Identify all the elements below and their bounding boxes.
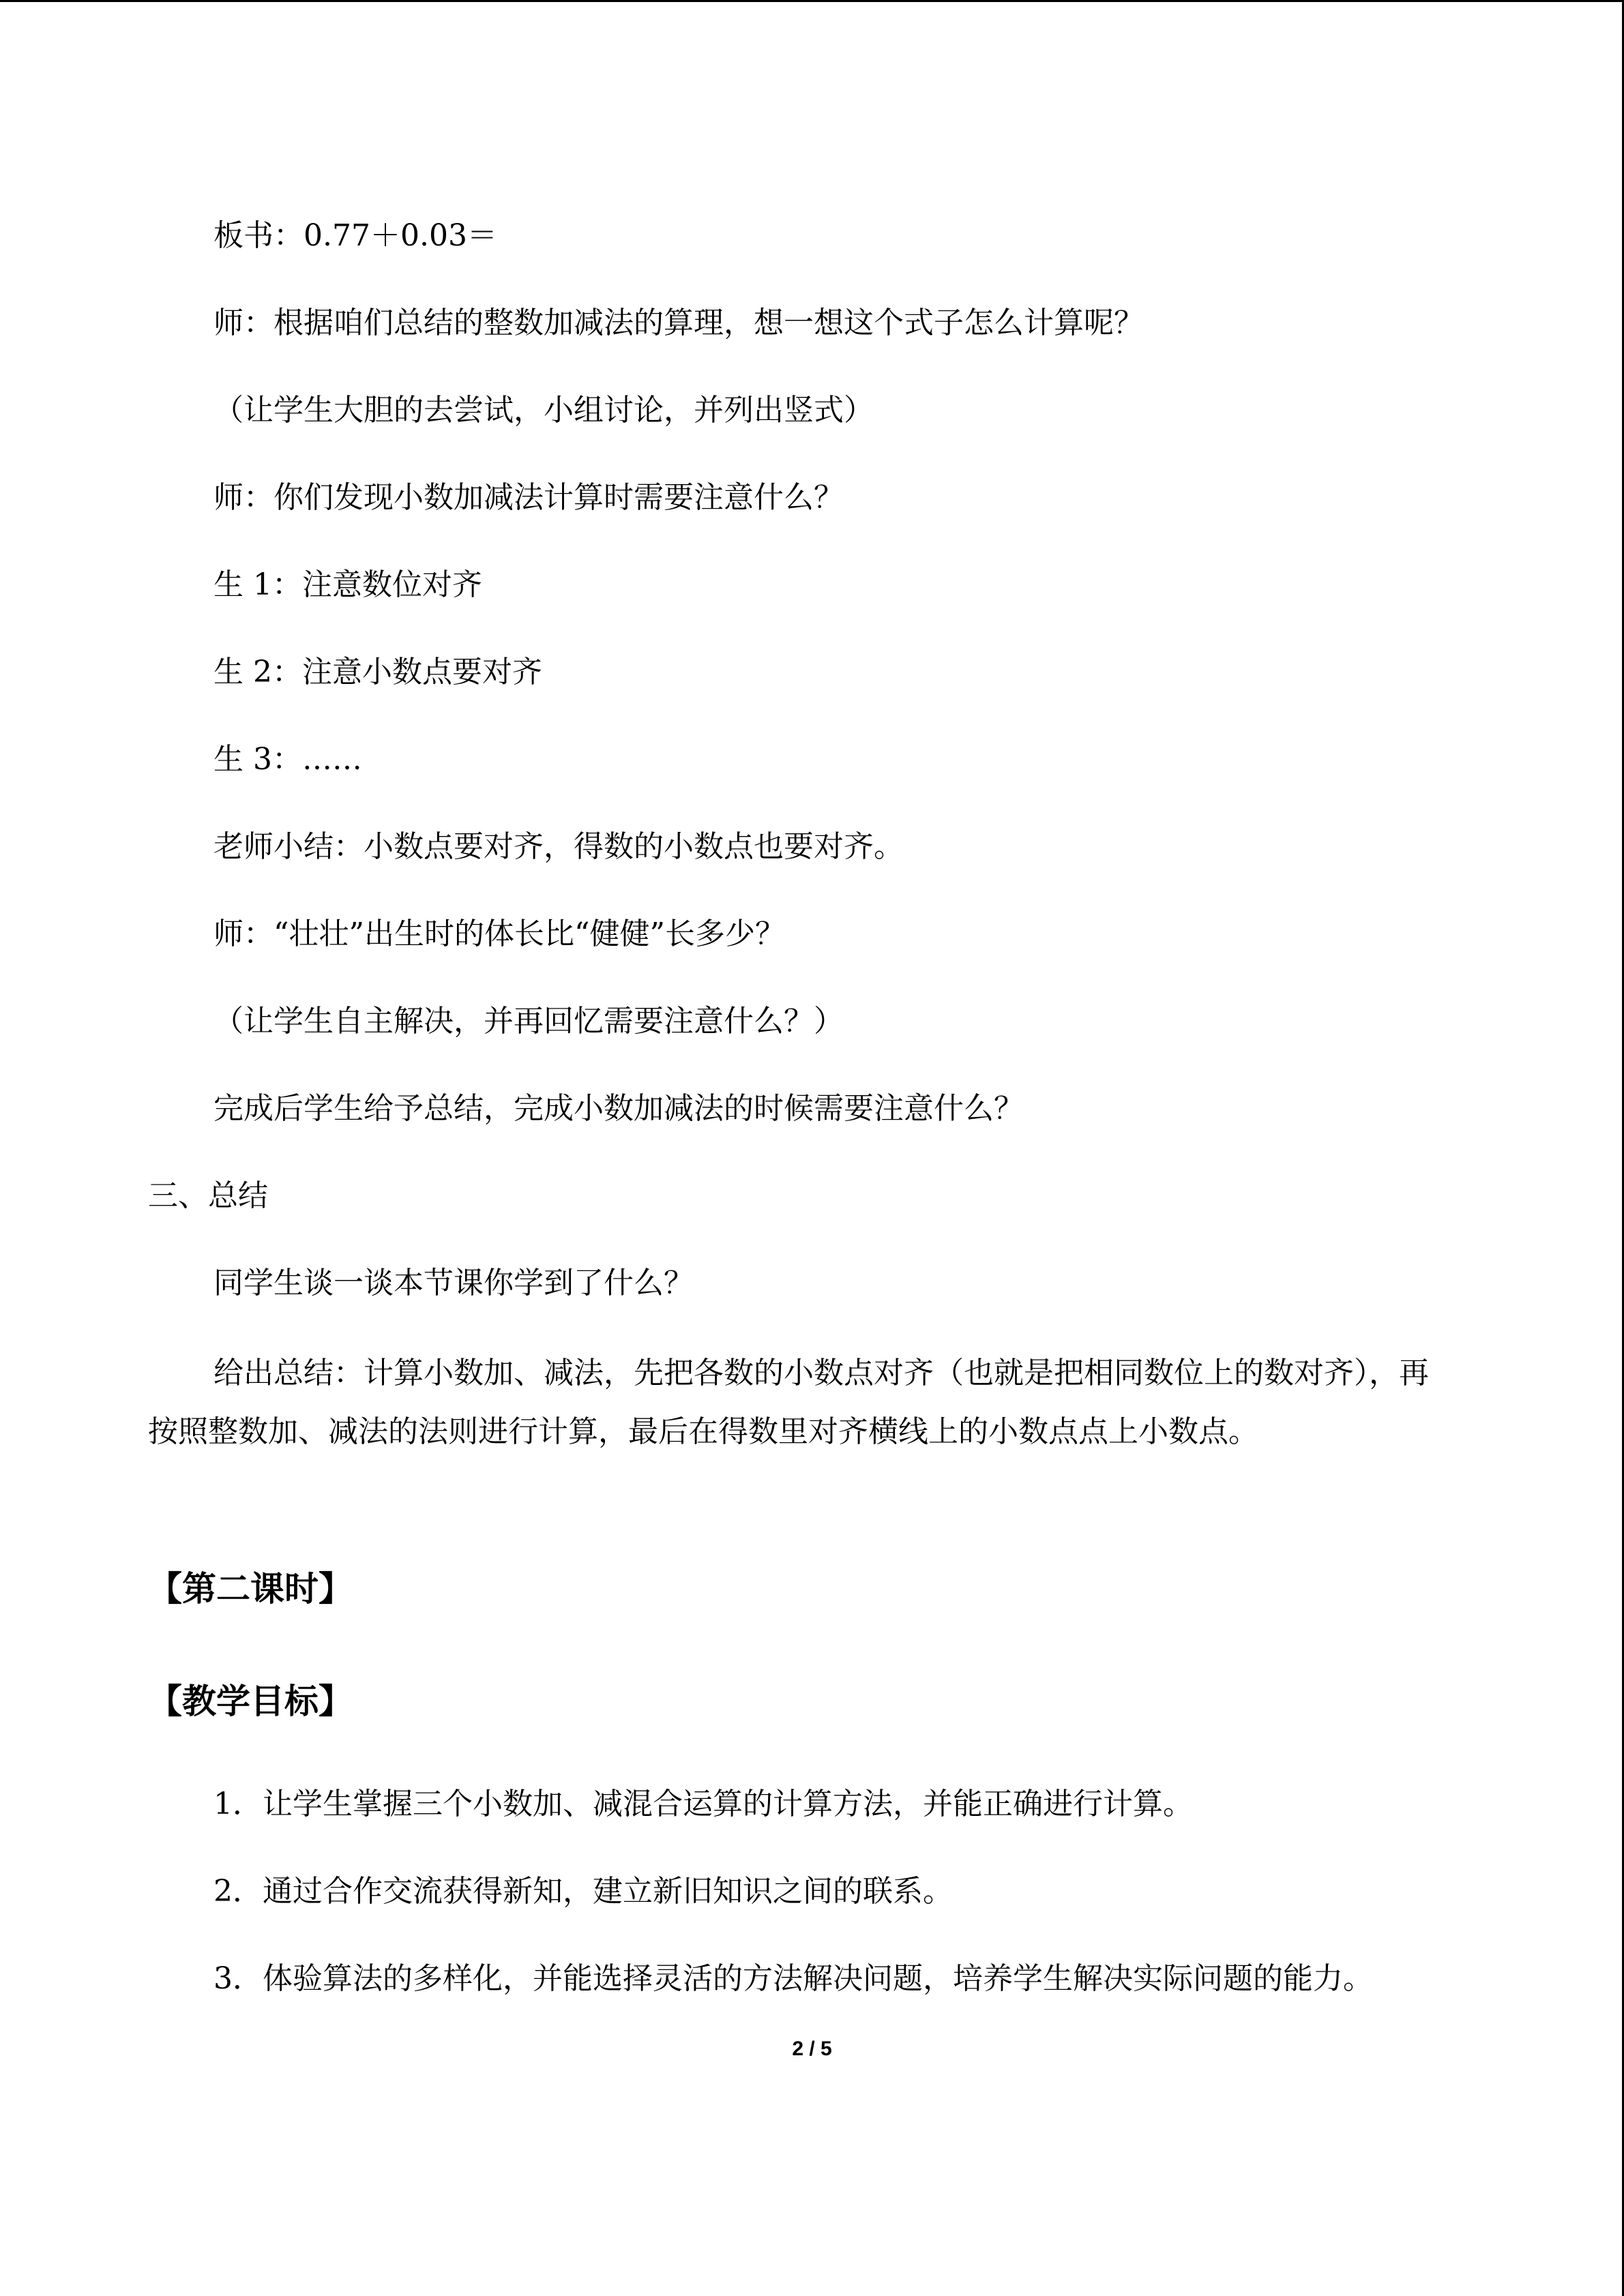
student-answer-2: 生 2：注意小数点要对齐: [213, 655, 542, 689]
teacher-summary: 老师小结：小数点要对齐，得数的小数点也要对齐。: [213, 829, 904, 864]
lesson-2-heading: 【第二课时】: [148, 1569, 353, 1609]
section-heading-summary: 三、总结: [148, 1178, 268, 1213]
discussion-prompt: 同学生谈一谈本节课你学到了什么？: [213, 1266, 694, 1300]
instruction-note-1: （让学生大胆的去尝试，小组讨论，并列出竖式）: [213, 393, 874, 428]
page-number: 2 / 5: [792, 2038, 832, 2060]
student-summary-prompt: 完成后学生给予总结，完成小数加减法的时候需要注意什么？: [213, 1091, 1024, 1126]
teacher-question-2: 师：你们发现小数加减法计算时需要注意什么？: [213, 480, 844, 515]
summary-paragraph: 给出总结：计算小数加、减法，先把各数的小数点对齐（也就是把相同数位上的数对齐），再按照整数加、减法的法则进行计算，最后在得数里对齐横线上的小数点点上小数点。: [148, 1356, 1429, 1449]
teacher-question-1: 师：根据咱们总结的整数加减法的算理，想一想这个式子怎么计算呢？: [213, 305, 1144, 340]
objective-item: 2．通过合作交流获得新知，建立新旧知识之间的联系。: [213, 1874, 953, 1909]
blackboard-line: 板书：0.77＋0.03＝: [213, 218, 497, 253]
objectives-heading: 【教学目标】: [148, 1682, 353, 1721]
student-answer-1: 生 1：注意数位对齐: [213, 567, 482, 602]
page-border-top: [0, 0, 1624, 2]
objective-item: 1．让学生掌握三个小数加、减混合运算的计算方法，并能正确进行计算。: [213, 1787, 1193, 1821]
teacher-question-3: 师：“壮壮”出生时的体长比“健健”长多少？: [213, 916, 785, 951]
objective-item: 3．体验算法的多样化，并能选择灵活的方法解决问题，培养学生解决实际问题的能力。: [213, 1961, 1373, 1996]
instruction-note-2: （让学生自主解决，并再回忆需要注意什么？）: [213, 1004, 844, 1039]
student-answer-3: 生 3：……: [213, 742, 362, 777]
